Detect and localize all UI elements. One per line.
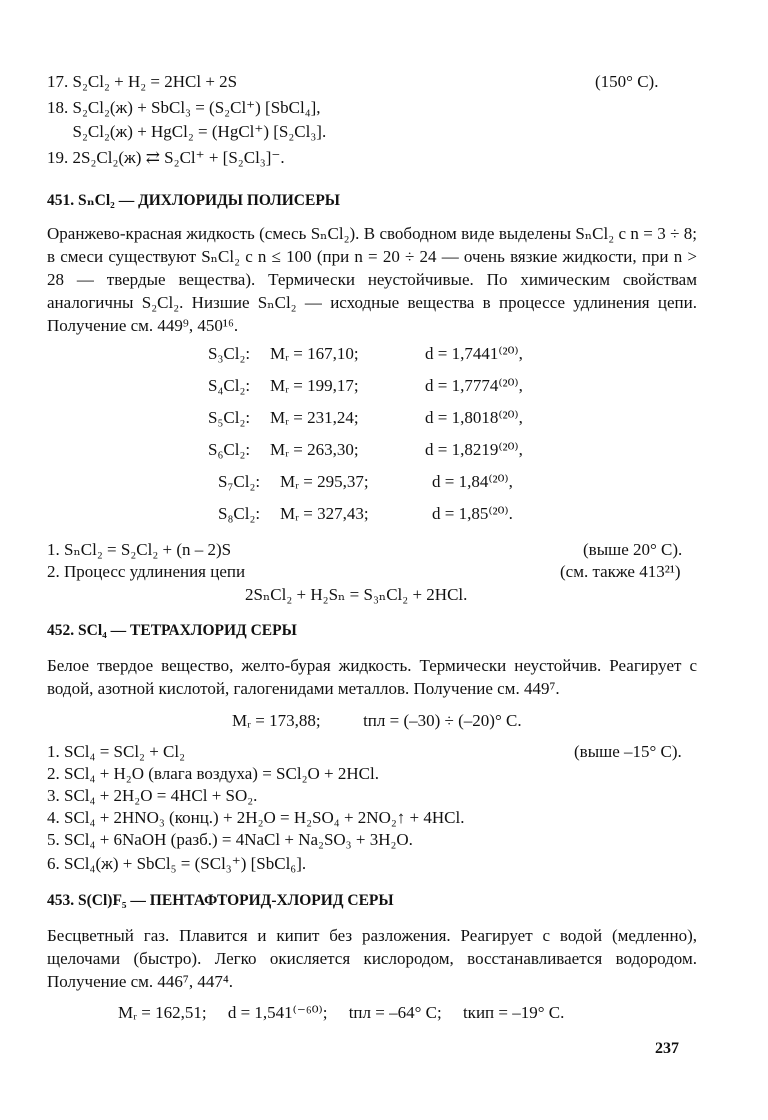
table-row-density: d = 1,7774⁽²⁰⁾, [425,376,523,395]
reaction-17-condition: (150° C). [595,72,659,91]
table-row-density: d = 1,7441⁽²⁰⁾, [425,344,523,363]
reaction-452-1-condition: (выше –15° C). [574,742,682,761]
table-row-mass: Mᵣ = 167,10; [270,344,359,363]
reaction-452-5: 5. SCl₄ + 6NaOH (разб.) = 4NaCl + Na₂SO₃ + 3H₂O. [47,830,413,849]
page-number: 237 [655,1040,679,1057]
section-451-heading: 451. SₙCl₂ — ДИХЛОРИДЫ ПОЛИСЕРЫ [47,192,341,209]
table-row-mass: Mᵣ = 199,17; [270,376,359,395]
reaction-452-1: 1. SCl₄ = SCl₂ + Cl₂ [47,742,186,761]
table-row-density: d = 1,84⁽²⁰⁾, [432,472,513,491]
table-row-density: d = 1,8018⁽²⁰⁾, [425,408,523,427]
table-row-mass: Mᵣ = 295,37; [280,472,369,491]
table-row-formula: S₃Cl₂: [208,344,251,363]
reaction-451-2: 2. Процесс удлинения цепи [47,562,246,581]
section-453-properties: Mᵣ = 162,51; d = 1,541⁽⁻⁶⁰⁾; tпл = –64° C; tкип = –19° C. [118,1003,565,1022]
table-row-mass: Mᵣ = 263,30; [270,440,359,459]
table-row-formula: S₇Cl₂: [218,472,261,491]
table-row-formula: S₆Cl₂: [208,440,251,459]
table-row-formula: S₈Cl₂: [218,504,261,523]
table-row-mass: Mᵣ = 327,43; [280,504,369,523]
section-452-paragraph: Белое твердое вещество, желто-бурая жидкость. Термически неустойчив. Реагирует с водой, азотной кислотой, галогенидами металлов. Получение см. 449⁷. [47,656,697,698]
section-453-paragraph: Бесцветный газ. Плавится и кипит без разложения. Реагирует с водой (медленно), щелочами (быстро). Легко окисляется кислородом, восстанавливается водородом. Получение см. 446⁷, 447⁴. [47,926,697,991]
reaction-451-2-equation: 2SₙCl₂ + H₂Sₙ = S₃ₙCl₂ + 2HCl. [245,585,468,604]
section-453-heading: 453. S(Cl)F₅ — ПЕНТАФТОРИД-ХЛОРИД СЕРЫ [47,892,394,909]
reaction-17: 17. S₂Cl₂ + H₂ = 2HCl + 2S [47,72,238,91]
reaction-451-1-condition: (выше 20° C). [583,540,683,559]
table-row-formula: S₄Cl₂: [208,376,251,395]
reaction-452-6: 6. SCl₄(ж) + SbCl₅ = (SCl₃⁺) [SbCl₆]. [47,854,307,873]
section-452-heading: 452. SCl₄ — ТЕТРАХЛОРИД СЕРЫ [47,622,297,639]
reaction-451-2-note: (см. также 413²¹) [560,562,681,581]
reaction-18: 18. S₂Cl₂(ж) + SbCl₃ = (S₂Cl⁺) [SbCl₄], [47,98,321,117]
table-row-formula: S₅Cl₂: [208,408,251,427]
reaction-452-4: 4. SCl₄ + 2HNO₃ (конц.) + 2H₂O = H₂SO₄ + 2NO₂↑ + 4HCl. [47,808,465,827]
reaction-18b: S₂Cl₂(ж) + HgCl₂ = (HgCl⁺) [S₂Cl₃]. [47,122,327,141]
table-row-mass: Mᵣ = 231,24; [270,408,359,427]
section-451-paragraph: Оранжево-красная жидкость (смесь SₙCl₂). В свободном виде выделены SₙCl₂ с n = 3 ÷ 8; в смеси существуют SₙCl₂ с n ≤ 100 (при n = 20 ÷ 24 — очень вязкие жидкости, при n > 28 — твердые вещества). Термически неустойчивые. По химическим свойствам аналогичны S₂Cl₂. Низшие SₙCl₂ — исходные вещества в процессе удлинения цепи. Получение см. 449⁹, 450¹⁶. [47,224,697,335]
reaction-451-1: 1. SₙCl₂ = S₂Cl₂ + (n – 2)S [47,540,232,559]
section-452-properties: Mᵣ = 173,88; tпл = (–30) ÷ (–20)° C. [232,711,522,730]
table-row-density: d = 1,85⁽²⁰⁾. [432,504,513,523]
reaction-452-2: 2. SCl₄ + H₂O (влага воздуха) = SCl₂O + 2HCl. [47,764,379,783]
table-row-density: d = 1,8219⁽²⁰⁾, [425,440,523,459]
reaction-19: 19. 2S₂Cl₂(ж) ⇄ S₂Cl⁺ + [S₂Cl₃]⁻. [47,148,285,167]
reaction-452-3: 3. SCl₄ + 2H₂O = 4HCl + SO₂. [47,786,258,805]
